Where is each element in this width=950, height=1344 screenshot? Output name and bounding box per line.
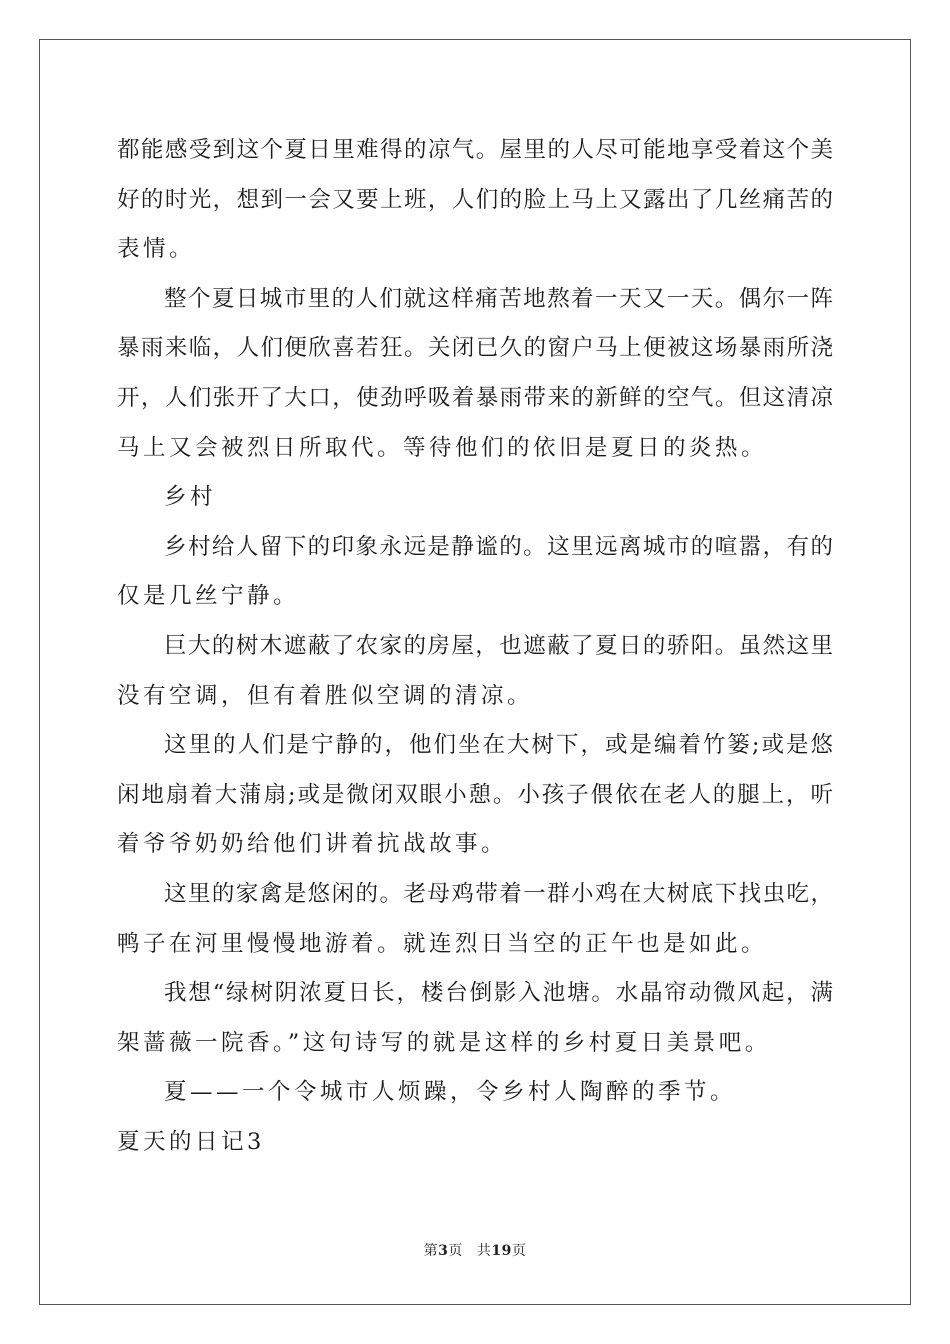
text-line: 闲地扇着大蒲扇;或是微闭双眼小憩。小孩子偎依在老人的腿上，听 <box>117 781 833 808</box>
document-body <box>117 126 833 1167</box>
text-line: 表情。 <box>117 236 196 263</box>
text-line: 开，人们张开了大口，使劲呼吸着暴雨带来的新鲜的空气。但这清凉 <box>117 384 833 411</box>
text-line: 暴雨来临，人们便欣喜若狂。关闭已久的窗户马上便被这场暴雨所浇 <box>117 335 833 362</box>
text-line: 夏——一个令城市人烦躁，令乡村人陶醉的季节。 <box>164 1079 737 1106</box>
footer-page-suffix: 页 <box>448 1243 463 1259</box>
text-line: 乡村 <box>164 484 217 511</box>
text-line: 仅是几丝宁静。 <box>117 583 300 610</box>
footer-page-number: 3 <box>438 1243 449 1259</box>
text-line: 乡村给人留下的印象永远是静谧的。这里远离城市的喧嚣，有的 <box>164 533 833 560</box>
text-line: 着爷爷奶奶给他们讲着抗战故事。 <box>117 831 508 858</box>
text-line: 马上又会被烈日所取代。等待他们的依旧是夏日的炎热。 <box>117 434 768 461</box>
text-line: 没有空调，但有着胜似空调的清凉。 <box>117 682 534 709</box>
page-footer <box>0 1240 950 1260</box>
text-line: 我想“绿树阴浓夏日长，楼台倒影入池塘。水晶帘动微风起，满 <box>164 980 833 1007</box>
text-line: 这里的人们是宁静的，他们坐在大树下，或是编着竹篓;或是悠 <box>164 732 833 759</box>
text-line: 好的时光，想到一会又要上班，人们的脸上马上又露出了几丝痛苦的 <box>117 186 833 213</box>
text-line: 整个夏日城市里的人们就这样痛苦地熬着一天又一天。偶尔一阵 <box>164 285 833 312</box>
footer-total-prefix: 共 <box>476 1243 492 1259</box>
text-line: 鸭子在河里慢慢地游着。就连烈日当空的正午也是如此。 <box>117 930 768 957</box>
text-line: 这里的家禽是悠闲的。老母鸡带着一群小鸡在大树底下找虫吃， <box>164 880 833 907</box>
footer-total-suffix: 页 <box>511 1243 527 1259</box>
text-line: 巨大的树木遮蔽了农家的房屋，也遮蔽了夏日的骄阳。虽然这里 <box>164 632 833 659</box>
footer-page-prefix: 第 <box>423 1243 439 1259</box>
text-line: 架蔷薇一院香。”这句诗写的就是这样的乡村夏日美景吧。 <box>117 1029 771 1056</box>
text-line: 夏天的日记3 <box>117 1128 265 1155</box>
footer-total-pages: 19 <box>491 1243 512 1259</box>
text-line: 都能感受到这个夏日里难得的凉气。屋里的人尽可能地享受着这个美 <box>117 137 833 163</box>
